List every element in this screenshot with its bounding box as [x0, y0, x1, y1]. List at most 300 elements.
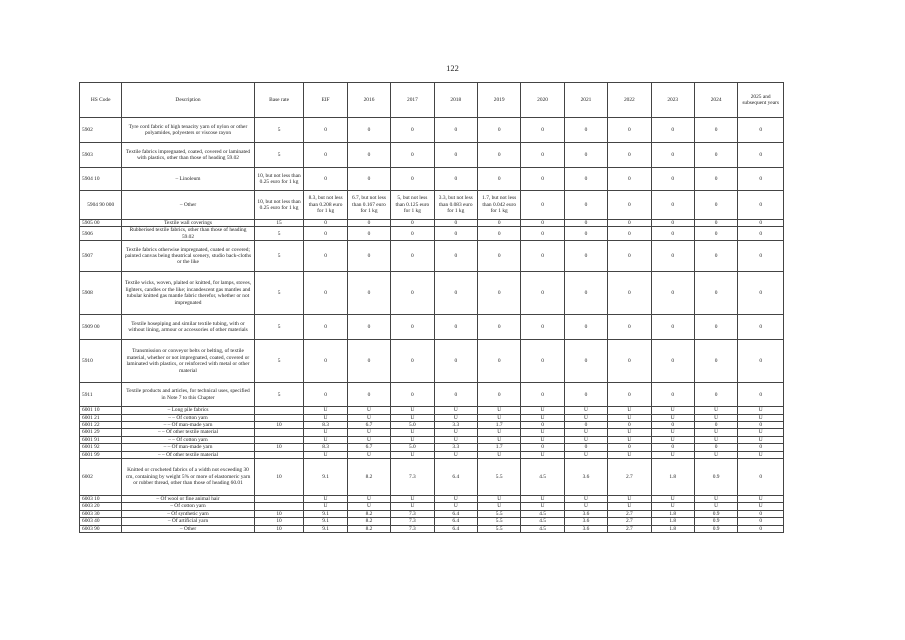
hs-code-cell: 5904 90 000 — [80, 191, 122, 220]
rate-cell: 0 — [651, 168, 694, 191]
table-row — [80, 525, 784, 532]
hs-code-cell: 5902 — [80, 118, 122, 143]
header-row — [80, 83, 784, 118]
rate-cell: U — [347, 503, 390, 510]
rate-cell: 0 — [651, 227, 694, 241]
rate-cell: 0 — [521, 241, 564, 272]
table-row — [80, 340, 784, 383]
rate-cell: 0 — [608, 272, 651, 315]
rate-cell: U — [651, 414, 694, 421]
rate-cell: 0 — [477, 227, 520, 241]
column-header: 2016 — [347, 83, 390, 118]
rate-cell: U — [434, 436, 477, 443]
rate-cell: 3.6 — [564, 459, 607, 496]
base-rate-cell: 5 — [254, 315, 304, 340]
rate-cell: 1.8 — [651, 518, 694, 525]
rate-cell: 0 — [304, 168, 347, 191]
column-header: 2017 — [391, 83, 434, 118]
table-row — [80, 272, 784, 315]
table-row — [80, 168, 784, 191]
rate-cell: 0 — [694, 340, 737, 383]
rate-cell: U — [738, 429, 784, 436]
rate-cell: 0 — [521, 383, 564, 407]
column-header: HS Code — [80, 83, 122, 118]
rate-cell: 0 — [434, 143, 477, 168]
table-row — [80, 503, 784, 510]
rate-cell: 0 — [564, 315, 607, 340]
base-rate-cell: 10, but not less than 0.25 euro for 1 kg — [254, 191, 304, 220]
rate-cell: 0 — [608, 241, 651, 272]
rate-cell: U — [434, 407, 477, 414]
rate-cell: 2.7 — [608, 459, 651, 496]
rate-cell: 0 — [347, 241, 390, 272]
rate-cell: U — [434, 451, 477, 458]
rate-cell: 0 — [521, 191, 564, 220]
rate-cell: 0 — [651, 383, 694, 407]
table-row — [80, 143, 784, 168]
rate-cell: 1.8 — [651, 459, 694, 496]
rate-cell: 0 — [564, 422, 607, 429]
rate-cell: 0 — [391, 340, 434, 383]
base-rate-cell: 5 — [254, 340, 304, 383]
rate-cell: 0 — [347, 220, 390, 227]
rate-cell: U — [651, 407, 694, 414]
rate-cell: 0 — [564, 191, 607, 220]
description-cell: – Of wool or fine animal hair — [122, 496, 254, 503]
rate-cell: 9.1 — [304, 525, 347, 532]
rate-cell: 0 — [477, 340, 520, 383]
rate-cell: 6.7 — [347, 422, 390, 429]
rate-cell: 0 — [477, 272, 520, 315]
rate-cell: U — [564, 407, 607, 414]
description-cell: – Of cotton yarn — [122, 503, 254, 510]
rate-cell: U — [477, 496, 520, 503]
rate-cell: 7.3 — [391, 518, 434, 525]
rate-cell: 8.3, but not less than 0.208 euro for 1 kg — [304, 191, 347, 220]
rate-cell: 5.0 — [391, 422, 434, 429]
rate-cell: 8.2 — [347, 525, 390, 532]
rate-cell: 4.5 — [521, 459, 564, 496]
description-cell: – Linoleum — [122, 168, 254, 191]
rate-cell: U — [477, 414, 520, 421]
rate-cell: U — [434, 414, 477, 421]
rate-cell: 0 — [477, 241, 520, 272]
rate-cell: 0 — [651, 340, 694, 383]
rate-cell: 0 — [738, 168, 784, 191]
rate-cell: 0 — [608, 315, 651, 340]
rate-cell: 5.5 — [477, 510, 520, 517]
rate-cell: U — [694, 436, 737, 443]
rate-cell: U — [651, 503, 694, 510]
rate-cell: 0 — [694, 241, 737, 272]
base-rate-cell: 10 — [254, 518, 304, 525]
rate-cell: U — [347, 451, 390, 458]
description-cell: – Other — [122, 191, 254, 220]
rate-cell: 6.4 — [434, 525, 477, 532]
rate-cell: U — [608, 503, 651, 510]
rate-cell: 0 — [391, 143, 434, 168]
rate-cell: 0 — [694, 220, 737, 227]
base-rate-cell: 5 — [254, 383, 304, 407]
rate-cell: U — [477, 407, 520, 414]
rate-cell: U — [391, 503, 434, 510]
rate-cell: U — [347, 496, 390, 503]
hs-code-cell: 5906 — [80, 227, 122, 241]
rate-cell: 0 — [738, 227, 784, 241]
rate-cell: 0 — [608, 340, 651, 383]
base-rate-cell — [254, 451, 304, 458]
rate-cell: 0 — [347, 315, 390, 340]
rate-cell: 0 — [608, 118, 651, 143]
rate-cell: 3.6 — [564, 518, 607, 525]
rate-cell: 3.3 — [434, 422, 477, 429]
description-cell: Textile wall coverings — [122, 220, 254, 227]
column-header: Description — [122, 83, 254, 118]
rate-cell: 0 — [738, 272, 784, 315]
rate-cell: 8.3 — [304, 444, 347, 451]
table-row — [80, 436, 784, 443]
description-cell: Transmission or conveyor belts or belting, of textile material, whether or not impregnated, coated, covered or laminated with plastics, or reinforced with metal or other material — [122, 340, 254, 383]
base-rate-cell: 5 — [254, 143, 304, 168]
rate-cell: 0 — [608, 422, 651, 429]
rate-cell: 6.7 — [347, 444, 390, 451]
table-row — [80, 315, 784, 340]
description-cell: – – Of cotton yarn — [122, 414, 254, 421]
rate-cell: 0.9 — [694, 459, 737, 496]
rate-cell: U — [391, 414, 434, 421]
rate-cell: 5.5 — [477, 518, 520, 525]
rate-cell: U — [651, 451, 694, 458]
table-row — [80, 422, 784, 429]
rate-cell: 0 — [304, 272, 347, 315]
rate-cell: 1.8 — [651, 510, 694, 517]
rate-cell: 0 — [564, 143, 607, 168]
rate-cell: 6.4 — [434, 518, 477, 525]
hs-code-cell: 5903 — [80, 143, 122, 168]
rate-cell: 0 — [608, 227, 651, 241]
rate-cell: 0 — [347, 168, 390, 191]
rate-cell: 0 — [564, 444, 607, 451]
column-header: Base rate — [254, 83, 304, 118]
rate-cell: U — [608, 496, 651, 503]
description-cell: – Of artificial yarn — [122, 518, 254, 525]
rate-cell: U — [738, 414, 784, 421]
rate-cell: 0 — [304, 383, 347, 407]
rate-cell: 0 — [477, 383, 520, 407]
base-rate-cell — [254, 414, 304, 421]
rate-cell: 0 — [651, 241, 694, 272]
rate-cell: 7.3 — [391, 459, 434, 496]
rate-cell: 0 — [738, 191, 784, 220]
rate-cell: 2.7 — [608, 525, 651, 532]
rate-cell: 0 — [738, 383, 784, 407]
rate-cell: U — [608, 414, 651, 421]
base-rate-cell: 5 — [254, 241, 304, 272]
rate-cell: 0 — [608, 168, 651, 191]
rate-cell: 0 — [391, 383, 434, 407]
table-row — [80, 444, 784, 451]
rate-cell: 0 — [608, 383, 651, 407]
rate-cell: 0 — [564, 340, 607, 383]
base-rate-cell: 15 — [254, 220, 304, 227]
tariff-schedule-table — [79, 82, 784, 533]
rate-cell: U — [304, 436, 347, 443]
rate-cell: 0 — [391, 315, 434, 340]
rate-cell: U — [694, 496, 737, 503]
rate-cell: 1.7, but not less than 0.042 euro for 1 kg — [477, 191, 520, 220]
base-rate-cell — [254, 429, 304, 436]
rate-cell: 7.3 — [391, 525, 434, 532]
rate-cell: 0 — [434, 227, 477, 241]
rate-cell: U — [521, 436, 564, 443]
rate-cell: 9.1 — [304, 518, 347, 525]
rate-cell: 0 — [738, 422, 784, 429]
rate-cell: 0 — [738, 315, 784, 340]
rate-cell: 0 — [304, 227, 347, 241]
rate-cell: 0 — [521, 422, 564, 429]
rate-cell: 0 — [434, 383, 477, 407]
rate-cell: 8.2 — [347, 518, 390, 525]
rate-cell: 0 — [304, 220, 347, 227]
table-row — [80, 407, 784, 414]
page-number: 122 — [446, 63, 459, 73]
rate-cell: 5.5 — [477, 459, 520, 496]
description-cell: – Long pile fabrics — [122, 407, 254, 414]
base-rate-cell: 10 — [254, 444, 304, 451]
rate-cell: 0 — [564, 168, 607, 191]
rate-cell: U — [477, 436, 520, 443]
rate-cell: 5.0 — [391, 444, 434, 451]
rate-cell: U — [434, 496, 477, 503]
description-cell: Textile products and articles, for technical uses, specified in Note 7 to this Chapter — [122, 383, 254, 407]
rate-cell: 0 — [304, 241, 347, 272]
rate-cell: 4.5 — [521, 510, 564, 517]
base-rate-cell: 5 — [254, 118, 304, 143]
rate-cell: 1.7 — [477, 444, 520, 451]
hs-code-cell: 5909 00 — [80, 315, 122, 340]
rate-cell: U — [521, 496, 564, 503]
hs-code-cell: 5904 10 — [80, 168, 122, 191]
rate-cell: U — [521, 407, 564, 414]
rate-cell: U — [391, 496, 434, 503]
rate-cell: U — [564, 503, 607, 510]
rate-cell: U — [694, 407, 737, 414]
rate-cell: 0 — [738, 518, 784, 525]
rate-cell: U — [694, 451, 737, 458]
rate-cell: 3.6 — [564, 525, 607, 532]
table-row — [80, 191, 784, 220]
table-row — [80, 510, 784, 517]
hs-code-cell: 6001 99 — [80, 451, 122, 458]
rate-cell: 6.7, but not less than 0.167 euro for 1 kg — [347, 191, 390, 220]
rate-cell: 0 — [608, 143, 651, 168]
rate-cell: U — [477, 451, 520, 458]
rate-cell: 0 — [738, 220, 784, 227]
rate-cell: 0 — [521, 340, 564, 383]
base-rate-cell: 10 — [254, 422, 304, 429]
rate-cell: 1.8 — [651, 525, 694, 532]
rate-cell: U — [347, 414, 390, 421]
rate-cell: 0 — [694, 315, 737, 340]
rate-cell: U — [304, 407, 347, 414]
rate-cell: 0 — [521, 444, 564, 451]
column-header: 2019 — [477, 83, 520, 118]
description-cell: Tyre cord fabric of high tenacity yarn of nylon or other polyamides, polyesters or viscose rayon — [122, 118, 254, 143]
rate-cell: 4.5 — [521, 518, 564, 525]
rate-cell: U — [694, 503, 737, 510]
rate-cell: 0 — [521, 143, 564, 168]
table-body — [80, 118, 784, 533]
rate-cell: 0 — [434, 340, 477, 383]
rate-cell: U — [304, 429, 347, 436]
table-row — [80, 414, 784, 421]
hs-code-cell: 5907 — [80, 241, 122, 272]
hs-code-cell: 6003 20 — [80, 503, 122, 510]
rate-cell: 0 — [347, 118, 390, 143]
rate-cell: 0 — [521, 315, 564, 340]
rate-cell: 0 — [434, 315, 477, 340]
rate-cell: U — [564, 436, 607, 443]
rate-cell: 0 — [738, 444, 784, 451]
hs-code-cell: 6003 10 — [80, 496, 122, 503]
rate-cell: 0 — [304, 118, 347, 143]
rate-cell: 0 — [391, 241, 434, 272]
rate-cell: U — [391, 436, 434, 443]
hs-code-cell: 6001 10 — [80, 407, 122, 414]
column-header: 2021 — [564, 83, 607, 118]
hs-code-cell: 5911 — [80, 383, 122, 407]
rate-cell: 0 — [347, 143, 390, 168]
rate-cell: U — [304, 451, 347, 458]
rate-cell: 0 — [694, 191, 737, 220]
rate-cell: 0 — [477, 143, 520, 168]
table-row — [80, 459, 784, 496]
table-row — [80, 220, 784, 227]
rate-cell: 0 — [564, 227, 607, 241]
rate-cell: 0 — [391, 118, 434, 143]
description-cell: – – Of other textile material — [122, 451, 254, 458]
rate-cell: 0 — [564, 118, 607, 143]
rate-cell: U — [651, 429, 694, 436]
rate-cell: 0 — [434, 118, 477, 143]
rate-cell: U — [564, 451, 607, 458]
base-rate-cell: 10 — [254, 459, 304, 496]
rate-cell: 0 — [694, 383, 737, 407]
rate-cell: U — [608, 429, 651, 436]
rate-cell: 2.7 — [608, 510, 651, 517]
rate-cell: 0.9 — [694, 525, 737, 532]
description-cell: – – Of man-made yarn — [122, 422, 254, 429]
rate-cell: 0 — [738, 510, 784, 517]
rate-cell: 0 — [521, 227, 564, 241]
base-rate-cell: 10, but not less than 0.25 euro for 1 kg — [254, 168, 304, 191]
rate-cell: 0 — [304, 315, 347, 340]
hs-code-cell: 5905 00 — [80, 220, 122, 227]
rate-cell: U — [738, 496, 784, 503]
rate-cell: 9.1 — [304, 459, 347, 496]
rate-cell: 0 — [434, 241, 477, 272]
column-header: 2022 — [608, 83, 651, 118]
rate-cell: 0 — [738, 525, 784, 532]
rate-cell: 0 — [694, 272, 737, 315]
rate-cell: 0 — [651, 191, 694, 220]
base-rate-cell — [254, 407, 304, 414]
table-row — [80, 496, 784, 503]
base-rate-cell: 10 — [254, 510, 304, 517]
rate-cell: 0 — [651, 220, 694, 227]
rate-cell: 3.3, but not less than 0.083 euro for 1 kg — [434, 191, 477, 220]
table-row — [80, 451, 784, 458]
rate-cell: U — [521, 429, 564, 436]
column-header: 2024 — [694, 83, 737, 118]
rate-cell: 0 — [304, 143, 347, 168]
rate-cell: 0 — [694, 444, 737, 451]
table-row — [80, 383, 784, 407]
rate-cell: 0 — [477, 118, 520, 143]
rate-cell: U — [738, 451, 784, 458]
rate-cell: U — [347, 429, 390, 436]
rate-cell: U — [304, 496, 347, 503]
rate-cell: U — [521, 503, 564, 510]
rate-cell: 0 — [608, 444, 651, 451]
rate-cell: 0 — [391, 168, 434, 191]
rate-cell: 0 — [434, 272, 477, 315]
rate-cell: 0 — [564, 272, 607, 315]
rate-cell: 5.5 — [477, 525, 520, 532]
rate-cell: 0 — [521, 118, 564, 143]
rate-cell: U — [347, 407, 390, 414]
rate-cell: 0 — [651, 118, 694, 143]
hs-code-cell: 6003 90 — [80, 525, 122, 532]
rate-cell: 0 — [521, 272, 564, 315]
hs-code-cell: 6001 21 — [80, 414, 122, 421]
hs-code-cell: 6002 — [80, 459, 122, 496]
rate-cell: 8.3 — [304, 422, 347, 429]
rate-cell: U — [651, 436, 694, 443]
rate-cell: U — [391, 429, 434, 436]
rate-cell: 6.4 — [434, 510, 477, 517]
rate-cell: 0 — [651, 315, 694, 340]
rate-cell: 0 — [347, 227, 390, 241]
table-row — [80, 241, 784, 272]
base-rate-cell: 5 — [254, 227, 304, 241]
description-cell: Textile fabrics impregnated, coated, covered or laminated with plastics, other than those of heading 59.02 — [122, 143, 254, 168]
rate-cell: U — [304, 503, 347, 510]
base-rate-cell: 5 — [254, 272, 304, 315]
rate-cell: 0 — [694, 143, 737, 168]
rate-cell: 0 — [694, 118, 737, 143]
description-cell: – Other — [122, 525, 254, 532]
rate-cell: 0 — [347, 272, 390, 315]
hs-code-cell: 6003 40 — [80, 518, 122, 525]
rate-cell: U — [391, 407, 434, 414]
rate-cell: U — [521, 414, 564, 421]
rate-cell: U — [608, 451, 651, 458]
column-header: 2020 — [521, 83, 564, 118]
rate-cell: 8.2 — [347, 459, 390, 496]
rate-cell: 7.3 — [391, 510, 434, 517]
table-row — [80, 518, 784, 525]
base-rate-cell — [254, 496, 304, 503]
rate-cell: 0 — [564, 241, 607, 272]
rate-cell: 0 — [651, 444, 694, 451]
base-rate-cell — [254, 503, 304, 510]
table-row — [80, 429, 784, 436]
rate-cell: 0 — [477, 168, 520, 191]
rate-cell: 1.7 — [477, 422, 520, 429]
column-header: 2025 and subsequent years — [738, 83, 784, 118]
hs-code-cell: 6001 92 — [80, 444, 122, 451]
